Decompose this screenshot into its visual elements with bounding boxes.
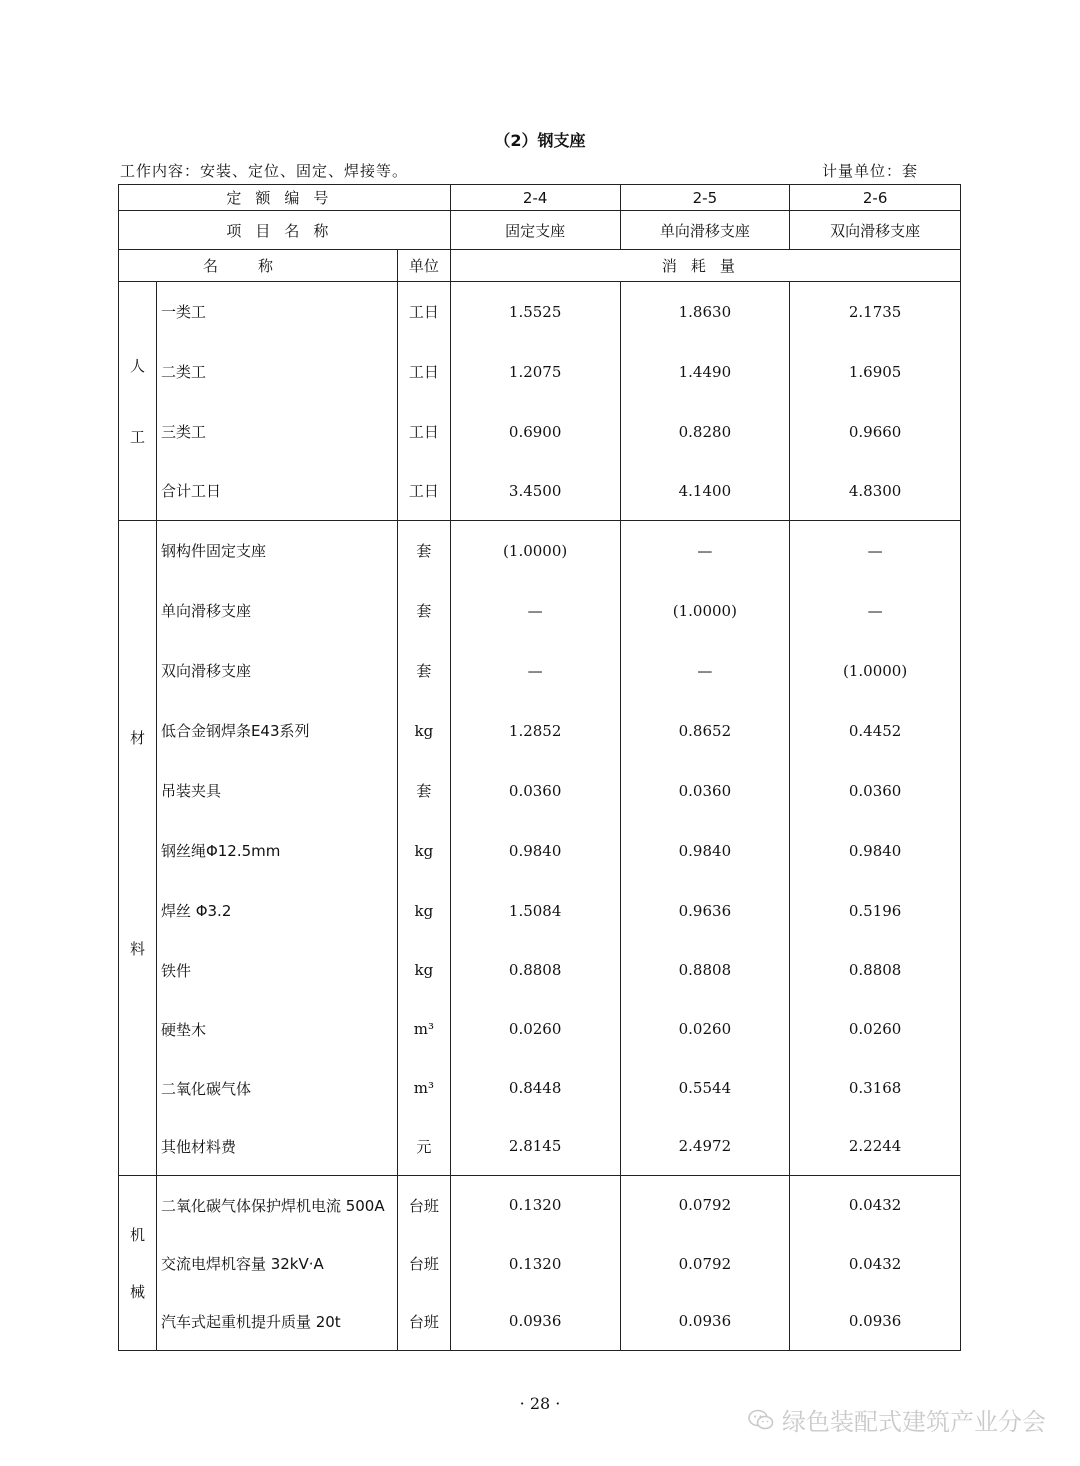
quota-code-label: 定额编号 (119, 185, 451, 211)
value-2-4: 0.0360 (450, 761, 620, 821)
value-2-4: 3.4500 (450, 462, 620, 521)
value-2-4: 0.8808 (450, 941, 620, 1000)
value-2-6: (1.0000) (790, 641, 961, 701)
value-2-6: 0.0260 (790, 1000, 961, 1059)
value-2-4: 0.1320 (450, 1176, 620, 1235)
resource-unit: 工日 (397, 282, 450, 342)
resource-name: 交流电焊机容量 32kV·A (156, 1235, 397, 1293)
resource-name: 钢丝绳Φ12.5mm (156, 821, 397, 881)
resource-unit: 台班 (397, 1176, 450, 1235)
quota-table (118, 184, 961, 1351)
resource-name: 低合金钢焊条E43系列 (156, 701, 397, 761)
value-2-4: (1.0000) (450, 521, 620, 581)
item-name-label: 项目名称 (119, 211, 451, 250)
value-2-6: 0.0360 (790, 761, 961, 821)
table-row (119, 641, 961, 701)
resource-unit: 工日 (397, 342, 450, 402)
resource-name: 合计工日 (156, 462, 397, 521)
table-row (119, 761, 961, 821)
value-2-5: 1.4490 (620, 342, 790, 402)
resource-unit: m³ (397, 1000, 450, 1059)
category-material: 材 料 (119, 521, 157, 1176)
value-2-5: 0.0792 (620, 1235, 790, 1293)
resource-unit: 套 (397, 761, 450, 821)
value-2-5: 0.8652 (620, 701, 790, 761)
value-2-4: — (450, 581, 620, 641)
value-2-5: 2.4972 (620, 1118, 790, 1176)
resource-name: 硬垫木 (156, 1000, 397, 1059)
resource-name: 吊装夹具 (156, 761, 397, 821)
value-2-5: — (620, 641, 790, 701)
resource-unit: 元 (397, 1118, 450, 1176)
table-row (119, 402, 961, 462)
page-number: · 28 · (519, 1394, 561, 1413)
table-row (119, 1059, 961, 1118)
value-2-6: 2.2244 (790, 1118, 961, 1176)
value-2-5: (1.0000) (620, 581, 790, 641)
resource-unit: 套 (397, 521, 450, 581)
value-2-6: 0.0432 (790, 1176, 961, 1235)
table-row (119, 342, 961, 402)
quota-code: 2-6 (790, 185, 961, 211)
table-row (119, 1000, 961, 1059)
value-2-6: 0.8808 (790, 941, 961, 1000)
value-2-5: 4.1400 (620, 462, 790, 521)
value-2-6: 4.8300 (790, 462, 961, 521)
table-row (119, 1176, 961, 1235)
value-2-6: 0.9660 (790, 402, 961, 462)
value-2-4: 0.1320 (450, 1235, 620, 1293)
column-header-row (119, 250, 961, 282)
category-labor: 人 工 (119, 282, 157, 521)
resource-name: 二氧化碳气体 (156, 1059, 397, 1118)
resource-name: 焊丝 Φ3.2 (156, 881, 397, 941)
resource-unit: kg (397, 701, 450, 761)
quota-code: 2-5 (620, 185, 790, 211)
watermark-text: 绿色装配式建筑产业分会 (782, 1408, 1046, 1436)
value-2-4: 0.8448 (450, 1059, 620, 1118)
table-row (119, 521, 961, 581)
work-content: 工作内容：安装、定位、固定、焊接等。 (120, 162, 409, 180)
resource-unit: m³ (397, 1059, 450, 1118)
resource-unit: kg (397, 821, 450, 881)
value-2-4: 0.0260 (450, 1000, 620, 1059)
watermark (748, 1402, 1046, 1437)
value-2-5: 0.9636 (620, 881, 790, 941)
resource-name: 双向滑移支座 (156, 641, 397, 701)
resource-unit: 台班 (397, 1235, 450, 1293)
value-2-5: 0.9840 (620, 821, 790, 881)
value-2-4: 2.8145 (450, 1118, 620, 1176)
value-2-4: 0.9840 (450, 821, 620, 881)
measure-unit: 计量单位：套 (821, 162, 918, 180)
unit-header: 单位 (397, 250, 450, 282)
consumption-header: 消耗量 (450, 250, 960, 282)
resource-name: 三类工 (156, 402, 397, 462)
resource-unit: kg (397, 881, 450, 941)
item-name: 单向滑移支座 (620, 211, 790, 250)
resource-name: 铁件 (156, 941, 397, 1000)
wechat-icon (748, 1409, 774, 1431)
value-2-6: 0.3168 (790, 1059, 961, 1118)
value-2-6: 2.1735 (790, 282, 961, 342)
quota-code-row (119, 185, 961, 211)
value-2-5: 0.8808 (620, 941, 790, 1000)
value-2-4: 0.0936 (450, 1293, 620, 1351)
table-row (119, 462, 961, 521)
table-row (119, 581, 961, 641)
value-2-4: 0.6900 (450, 402, 620, 462)
resource-unit: 台班 (397, 1293, 450, 1351)
table-row (119, 1118, 961, 1176)
value-2-5: 0.0792 (620, 1176, 790, 1235)
resource-unit: 工日 (397, 402, 450, 462)
value-2-6: 0.0936 (790, 1293, 961, 1351)
item-name: 固定支座 (450, 211, 620, 250)
table-row (119, 941, 961, 1000)
value-2-4: 1.2075 (450, 342, 620, 402)
value-2-5: 1.8630 (620, 282, 790, 342)
value-2-6: 0.4452 (790, 701, 961, 761)
resource-name: 汽车式起重机提升质量 20t (156, 1293, 397, 1351)
value-2-5: 0.8280 (620, 402, 790, 462)
resource-name: 二类工 (156, 342, 397, 402)
value-2-4: 1.5525 (450, 282, 620, 342)
value-2-6: — (790, 581, 961, 641)
resource-unit: 工日 (397, 462, 450, 521)
table-row (119, 881, 961, 941)
value-2-5: — (620, 521, 790, 581)
value-2-4: 1.5084 (450, 881, 620, 941)
resource-unit: 套 (397, 581, 450, 641)
table-row (119, 821, 961, 881)
value-2-4: — (450, 641, 620, 701)
value-2-6: 1.6905 (790, 342, 961, 402)
resource-name: 单向滑移支座 (156, 581, 397, 641)
value-2-5: 0.0260 (620, 1000, 790, 1059)
value-2-6: — (790, 521, 961, 581)
resource-name: 其他材料费 (156, 1118, 397, 1176)
category-machine: 机 械 (119, 1176, 157, 1351)
item-name: 双向滑移支座 (790, 211, 961, 250)
table-row (119, 1293, 961, 1351)
value-2-6: 0.0432 (790, 1235, 961, 1293)
table-row (119, 701, 961, 761)
value-2-6: 0.5196 (790, 881, 961, 941)
table-row (119, 1235, 961, 1293)
value-2-6: 0.9840 (790, 821, 961, 881)
page-title: （2）钢支座 (494, 131, 586, 150)
resource-name: 一类工 (156, 282, 397, 342)
resource-unit: kg (397, 941, 450, 1000)
table-row (119, 282, 961, 342)
value-2-4: 1.2852 (450, 701, 620, 761)
value-2-5: 0.0936 (620, 1293, 790, 1351)
name-header: 名称 (119, 250, 398, 282)
resource-unit: 套 (397, 641, 450, 701)
quota-code: 2-4 (450, 185, 620, 211)
item-name-row (119, 211, 961, 250)
value-2-5: 0.5544 (620, 1059, 790, 1118)
value-2-5: 0.0360 (620, 761, 790, 821)
resource-name: 二氧化碳气体保护焊机电流 500A (156, 1176, 397, 1235)
resource-name: 钢构件固定支座 (156, 521, 397, 581)
